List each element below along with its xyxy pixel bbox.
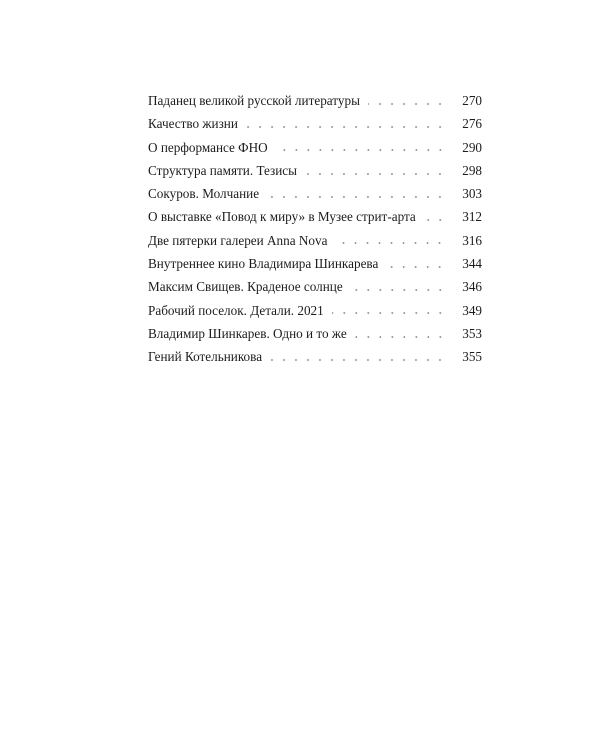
toc-entry-title: О перформансе ФНО <box>148 139 268 155</box>
toc-entry <box>148 345 482 368</box>
toc-entry <box>148 229 482 252</box>
toc-entry <box>148 322 482 345</box>
toc-entry <box>148 89 482 112</box>
toc-entry-title: Внутреннее кино Владимира Шинкарева <box>148 256 379 272</box>
toc-entry-title: Сокуров. Молчание <box>148 186 260 202</box>
toc-entry-page: 312 <box>462 209 482 225</box>
toc-entry-page: 349 <box>462 302 482 318</box>
toc-entry-page: 346 <box>462 279 482 295</box>
toc-dot-leader <box>351 289 446 291</box>
toc-entry-page: 353 <box>462 325 482 341</box>
toc-dot-leader <box>276 149 446 151</box>
toc-entry-title: Владимир Шинкарев. Одно и то же <box>148 325 347 341</box>
toc-entry-page: 276 <box>462 116 482 132</box>
toc-entry-page: 344 <box>462 256 482 272</box>
toc-entry-title: О выставке «Повод к миру» в Музее стрит-арта <box>148 209 416 225</box>
table-of-contents <box>148 89 482 369</box>
toc-entry <box>148 159 482 182</box>
toc-dot-leader <box>355 336 446 338</box>
toc-entry <box>148 136 482 159</box>
toc-entry <box>148 205 482 228</box>
toc-dot-leader <box>246 126 446 128</box>
toc-dot-leader <box>270 359 446 361</box>
toc-dot-leader <box>424 219 446 221</box>
toc-dot-leader <box>368 103 446 105</box>
toc-dot-leader <box>332 312 446 314</box>
toc-dot-leader <box>267 196 446 198</box>
toc-entry-title: Качество жизни <box>148 116 238 132</box>
toc-dot-leader <box>386 266 446 268</box>
toc-entry-title: Рабочий поселок. Детали. 2021 <box>148 302 324 318</box>
toc-entry-page: 303 <box>462 186 482 202</box>
toc-entry-page: 298 <box>462 162 482 178</box>
toc-entry-title: Максим Свищев. Краденое солнце <box>148 279 343 295</box>
toc-entry-title: Структура памяти. Тезисы <box>148 162 298 178</box>
toc-entry-page: 270 <box>462 93 482 108</box>
toc-entry <box>148 112 482 135</box>
toc-entry-page: 316 <box>462 232 482 248</box>
toc-entry <box>148 252 482 275</box>
toc-dot-leader <box>335 242 446 244</box>
toc-entry-title: Две пятерки галереи Anna Nova <box>148 232 328 248</box>
toc-entry <box>148 182 482 205</box>
toc-entry <box>148 299 482 322</box>
toc-entry-page: 355 <box>462 349 482 365</box>
toc-entry-title: Гений Котельникова <box>148 349 263 365</box>
toc-entry-title: Паданец великой русской литературы <box>148 93 360 108</box>
toc-dot-leader <box>305 173 446 175</box>
toc-entry-page: 290 <box>462 139 482 155</box>
toc-entry <box>148 275 482 298</box>
